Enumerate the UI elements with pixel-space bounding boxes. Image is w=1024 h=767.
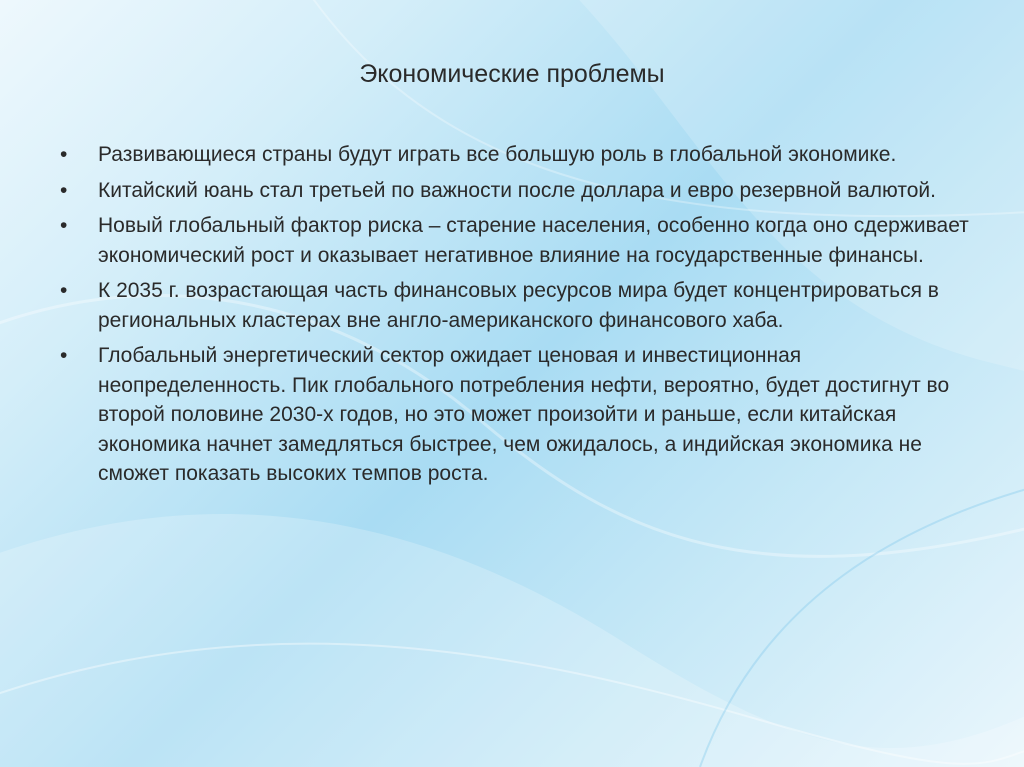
list-item bbox=[60, 276, 980, 335]
bullet-marker: • bbox=[60, 344, 68, 367]
bullet-marker: • bbox=[60, 178, 68, 202]
bullet-text: Новый глобальный фактор риска – старение населения, особенно когда оно сдерживает экономический рост и оказывает негативное влияние на государственные финансы. bbox=[98, 214, 969, 267]
bullet-list bbox=[60, 140, 980, 495]
list-item bbox=[60, 140, 980, 170]
background-curve bbox=[0, 514, 1024, 767]
bullet-marker: • bbox=[60, 279, 68, 302]
bullet-marker: • bbox=[60, 143, 68, 166]
bullet-marker: • bbox=[60, 214, 68, 237]
list-item bbox=[60, 341, 980, 489]
bullet-text: К 2035 г. возрастающая часть финансовых ресурсов мира будет концентрироваться в региональных кластерах вне англо-американского финансового хаба. bbox=[98, 279, 939, 332]
bullet-text: Глобальный энергетический сектор ожидает ценовая и инвестиционная неопределенность. Пик глобального потребления нефти, вероятно, будет достигнут во второй половине 2030-х годов, но это может произойти и раньше, если китайская экономика начнет замедляться быстрее, чем ожидалось, а индийская экономика не сможет показать высоких темпов роста. bbox=[98, 344, 950, 485]
slide-title: Экономические проблемы bbox=[359, 60, 665, 88]
bullet-text: Китайский юань стал третьей по важности после доллара и евро резервной валютой. bbox=[98, 178, 936, 202]
list-item bbox=[60, 211, 980, 270]
list-item bbox=[60, 176, 980, 206]
bullet-text: Развивающиеся страны будут играть все большую роль в глобальной экономике. bbox=[98, 143, 897, 166]
